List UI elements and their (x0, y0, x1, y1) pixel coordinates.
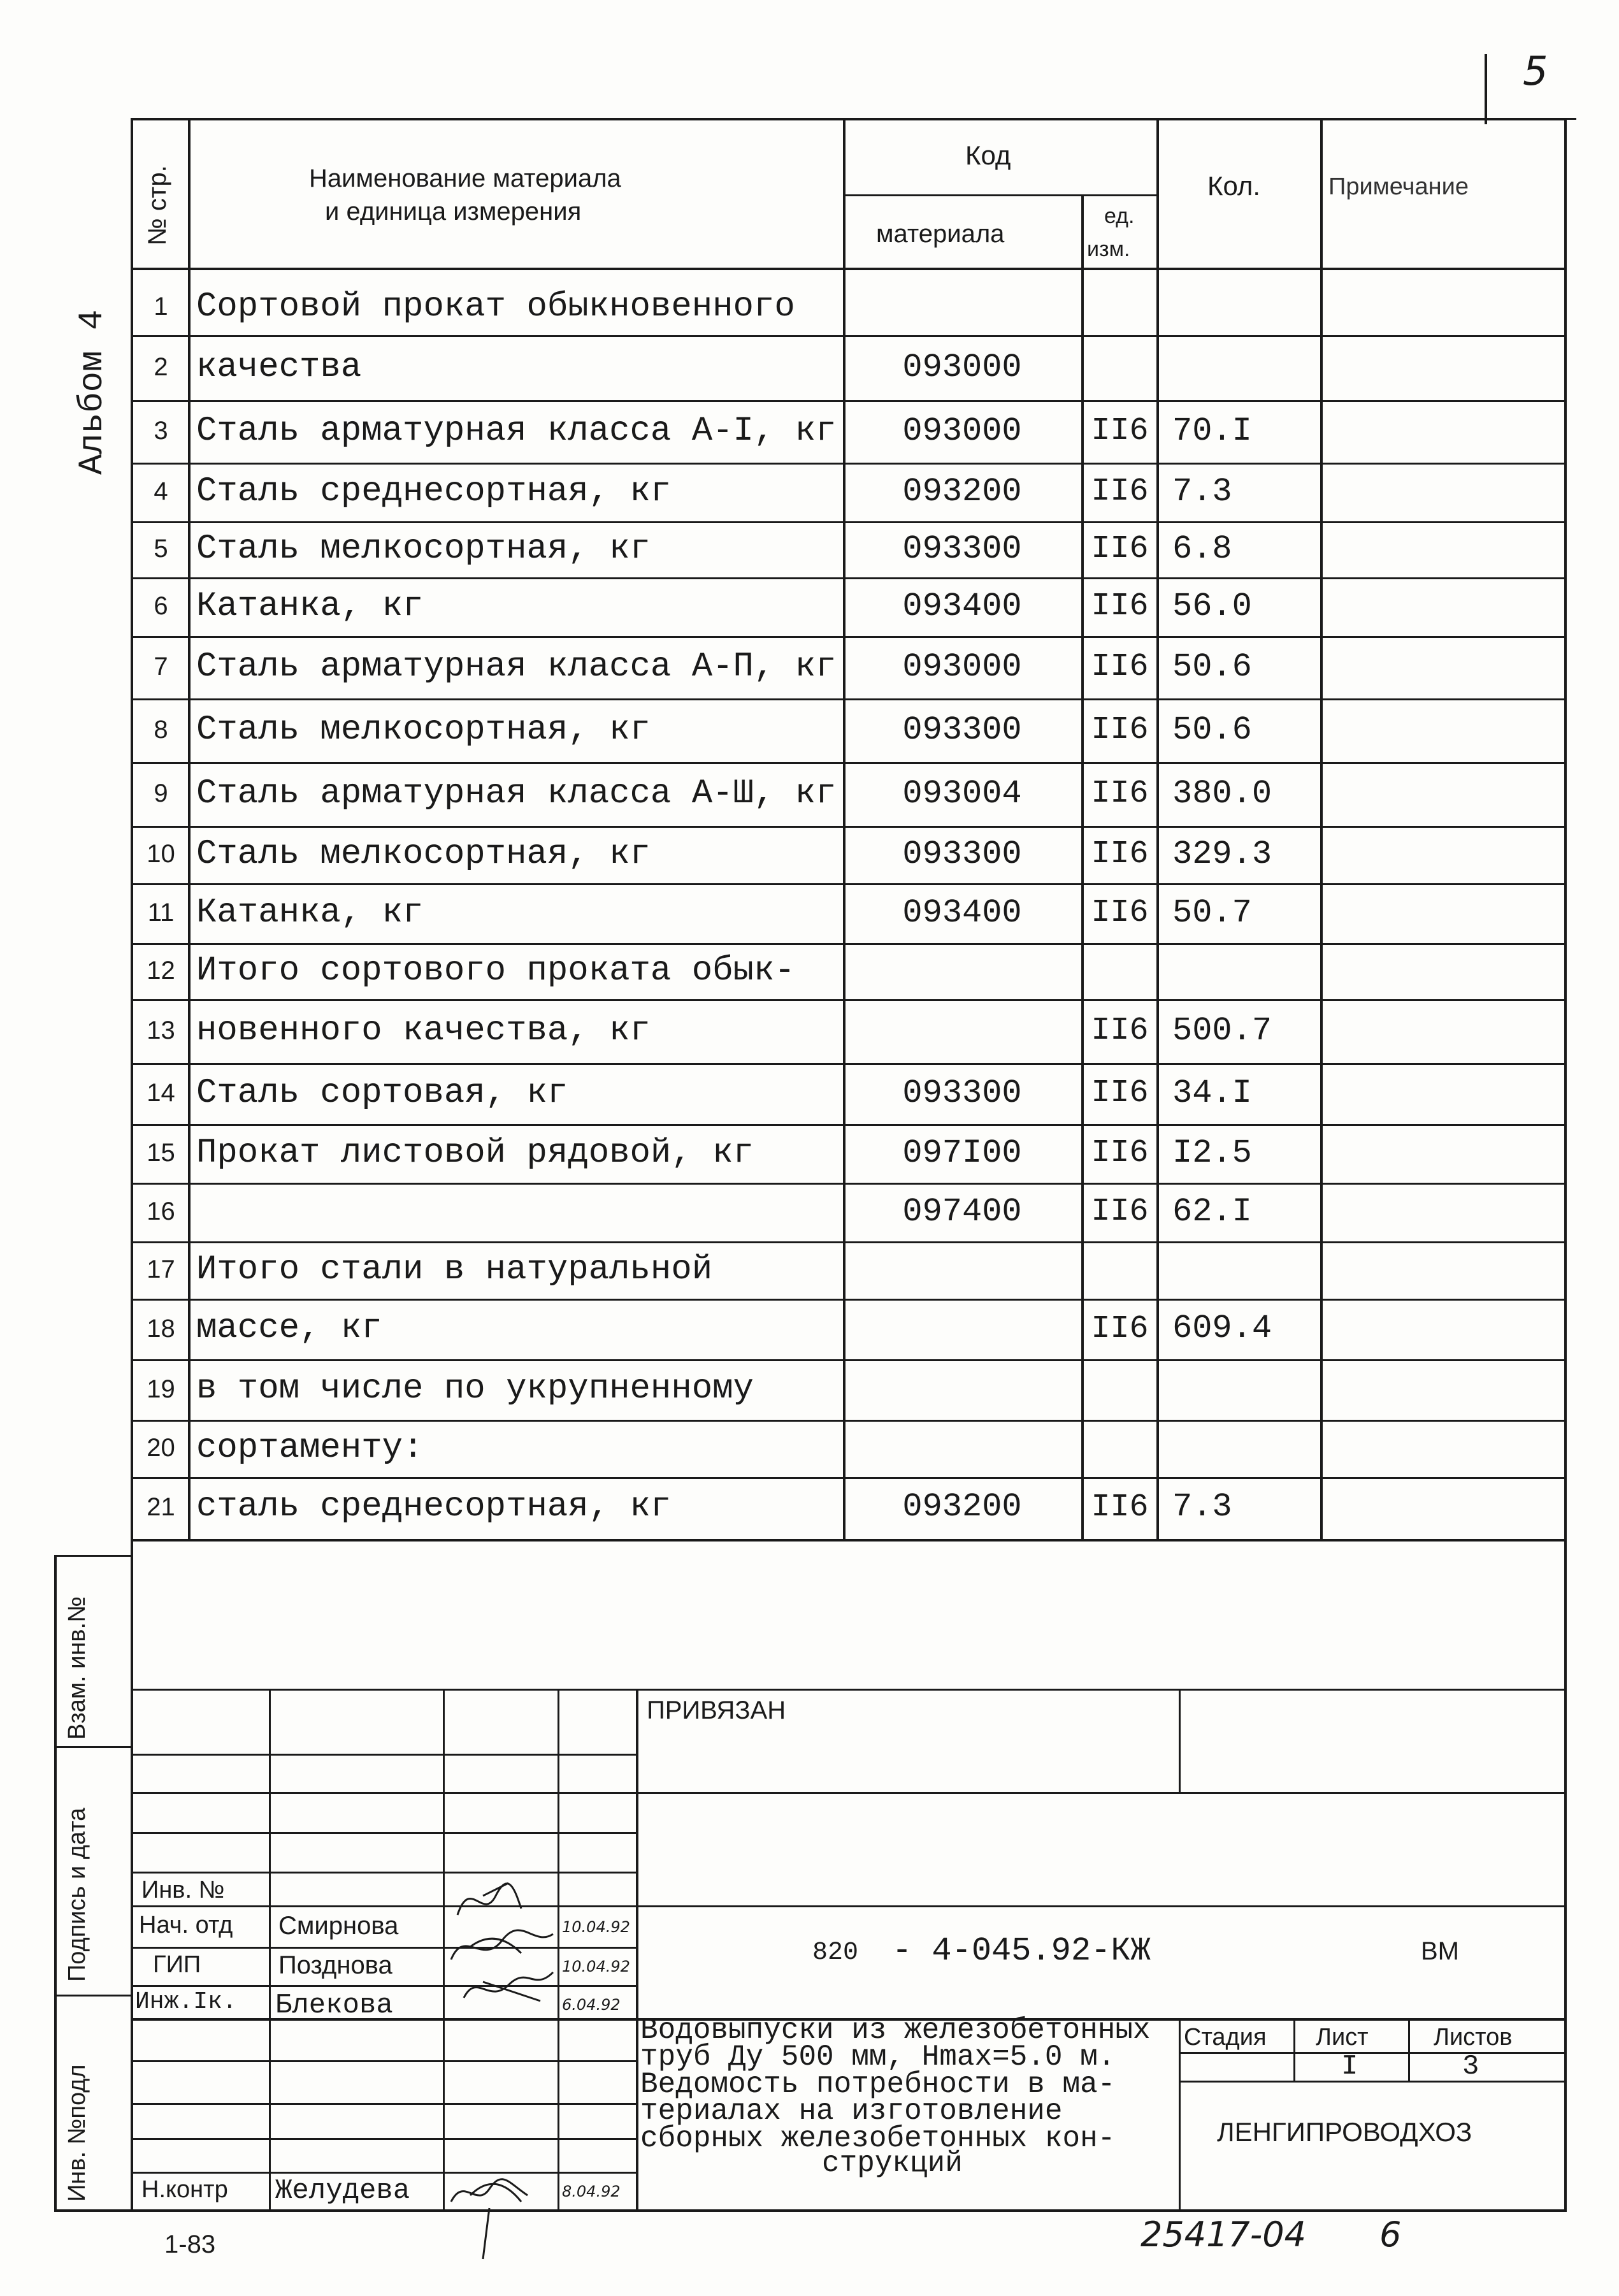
drawing-title-line: струкций (822, 2147, 963, 2180)
bottom-right-code: 25417-04 (1140, 2214, 1306, 2255)
stamp-inv-no: Инв. № (141, 1877, 225, 1903)
row-number: 2 (154, 353, 168, 382)
row-qty: 56.0 (1172, 587, 1252, 625)
row-code: 093200 (902, 1488, 1022, 1526)
row-number: 14 (147, 1079, 175, 1108)
row-number: 19 (147, 1375, 175, 1403)
row-qty: 70.I (1172, 412, 1252, 450)
row-code: 093400 (902, 893, 1022, 932)
row-unit: II6 (1091, 712, 1149, 748)
row-qty: 34.I (1172, 1074, 1252, 1112)
bottom-left-code: 1-83 (164, 2230, 216, 2258)
drawing-title-line: Ведомость потребности в ма- (640, 2068, 1116, 2101)
row-number: 13 (147, 1016, 175, 1045)
row-name: Катанка, кг (196, 893, 424, 932)
row-code: 093400 (902, 587, 1022, 625)
row-unit: II6 (1091, 588, 1149, 625)
row-name: Сталь арматурная класса А-П, кг (196, 647, 837, 686)
row-name: Итого сортового проката обык- (196, 951, 795, 990)
side-label-vzam-inv: Взам. инв.№ (64, 1596, 90, 1740)
row-qty: 50.6 (1172, 711, 1252, 749)
header-col-unit-line1: ед. (1104, 204, 1135, 228)
row-name: Сталь мелкосортная, кг (196, 529, 651, 568)
person-date-1: 10.04.92 (562, 1918, 630, 1936)
row-code: 093000 (902, 647, 1022, 686)
row-qty: 7.3 (1172, 1488, 1232, 1526)
doc-code: - 4-045.92-КЖ (892, 1932, 1151, 1970)
row-number: 3 (154, 417, 168, 445)
row-number: 10 (147, 840, 175, 869)
header-col-qty: Кол. (1207, 171, 1261, 201)
signature-zheludeva (445, 2163, 572, 2265)
person-date-2: 10.04.92 (562, 1958, 630, 1975)
row-number: 9 (154, 779, 168, 808)
row-code: 093000 (902, 412, 1022, 450)
row-code: 093300 (902, 530, 1022, 568)
side-label-inv-podl: Инв. №подл (64, 2064, 90, 2202)
sheets-label: Листов (1434, 2024, 1513, 2051)
row-name: Сталь мелкосортная, кг (196, 710, 651, 749)
sheets-value: 3 (1462, 2051, 1479, 2083)
header-col-unit-line2: изм. (1087, 237, 1130, 261)
row-name: в том числе по укрупненному (196, 1369, 754, 1409)
row-unit: II6 (1091, 473, 1149, 510)
person-role-1: Нач. отд (139, 1912, 233, 1939)
row-code: 093200 (902, 472, 1022, 510)
row-qty: 329.3 (1172, 835, 1272, 873)
row-name: Катанка, кг (196, 586, 424, 626)
row-unit: II6 (1091, 1075, 1149, 1111)
row-name: новенного качества, кг (196, 1011, 651, 1050)
row-code: 093000 (902, 348, 1022, 386)
person-date-4: 8.04.92 (562, 2183, 621, 2200)
person-role-4: Н.контр (141, 2176, 228, 2203)
doc-code-prefix: 820 (812, 1939, 859, 1967)
row-code: 093300 (902, 1074, 1022, 1112)
row-number: 18 (147, 1314, 175, 1343)
row-name: Сталь сортовая, кг (196, 1073, 568, 1113)
person-name-1: Смирнова (278, 1912, 399, 1940)
row-qty: 7.3 (1172, 472, 1232, 510)
row-name: Прокат листовой рядовой, кг (196, 1133, 754, 1173)
row-qty: 380.0 (1172, 774, 1272, 812)
stage-label: Стадия (1184, 2024, 1267, 2051)
header-col-note: Примечание (1328, 173, 1469, 200)
row-code: 093300 (902, 835, 1022, 873)
signatures-group (445, 1870, 649, 2023)
drawing-title-line: териалах на изготовление (640, 2095, 1063, 2128)
album-label: Альбом 4 (73, 309, 112, 475)
row-unit: II6 (1091, 1135, 1149, 1171)
bottom-right-sheet: 6 (1379, 2214, 1402, 2255)
row-code: 097400 (902, 1192, 1022, 1231)
doc-mark: ВМ (1421, 1937, 1459, 1965)
stamp-privyazan: ПРИВЯЗАН (647, 1696, 786, 1724)
row-name: Сталь арматурная класса А-I, кг (196, 411, 837, 451)
person-role-3: Инж.Iк. (135, 1988, 237, 2016)
row-name: массе, кг (196, 1309, 382, 1348)
row-unit: II6 (1091, 1310, 1149, 1347)
header-col-name-line1: Наименование материала (309, 164, 621, 192)
person-name-4: Желудева (275, 2175, 410, 2207)
row-unit: II6 (1091, 531, 1149, 567)
row-number: 8 (154, 716, 168, 744)
drawing-title-line: труб Ду 500 мм, Hmax=5.0 м. (640, 2040, 1116, 2074)
row-number: 12 (147, 957, 175, 985)
sheet-label: Лист (1316, 2024, 1369, 2051)
row-number: 21 (147, 1492, 175, 1521)
row-qty: I2.5 (1172, 1134, 1252, 1172)
row-qty: 609.4 (1172, 1310, 1272, 1348)
row-number: 1 (154, 292, 168, 321)
row-name: Сталь мелкосортная, кг (196, 834, 651, 874)
row-unit: II6 (1091, 649, 1149, 685)
row-code: 093300 (902, 711, 1022, 749)
side-label-podpis-data: Подпись и дата (64, 1807, 90, 1982)
signature-pozdnova (451, 1930, 553, 1960)
row-name: Сталь арматурная класса А-Ш, кг (196, 774, 837, 813)
row-unit: II6 (1091, 1013, 1149, 1049)
row-number: 20 (147, 1434, 175, 1462)
row-name: Сталь среднесортная, кг (196, 472, 672, 511)
row-number: 7 (154, 653, 168, 681)
drawing-title-line: сборных железобетонных кон- (640, 2122, 1116, 2155)
row-number: 17 (147, 1255, 175, 1284)
person-name-3: Блекова (275, 1989, 393, 2021)
header-col-no: № стр. (143, 165, 171, 245)
row-name: качества (196, 347, 362, 387)
row-unit: II6 (1091, 895, 1149, 931)
row-code: 097I00 (902, 1134, 1022, 1172)
person-date-3: 6.04.92 (562, 1996, 621, 2014)
row-qty: 62.I (1172, 1192, 1252, 1231)
page-number: 5 (1523, 48, 1548, 94)
row-number: 11 (147, 899, 175, 927)
row-qty: 6.8 (1172, 530, 1232, 568)
signature-smirnova (457, 1883, 521, 1915)
header-col-name-line2: и единица измерения (325, 198, 582, 226)
row-unit: II6 (1091, 1194, 1149, 1230)
row-name: Сортовой прокат обыкновенного (196, 287, 795, 326)
row-unit: II6 (1091, 1489, 1149, 1526)
drawing-title-line: Водовыпуски из железобетонных (640, 2014, 1151, 2047)
row-name: Итого стали в натуральной (196, 1250, 713, 1289)
person-name-2: Позднова (278, 1951, 392, 1979)
person-role-2: ГИП (153, 1951, 201, 1978)
row-number: 5 (154, 535, 168, 563)
row-number: 4 (154, 477, 168, 506)
row-name: сортаменту: (196, 1428, 424, 1468)
row-unit: II6 (1091, 413, 1149, 449)
sheet-value: I (1341, 2051, 1358, 2083)
row-number: 16 (147, 1197, 175, 1226)
row-qty: 50.6 (1172, 647, 1252, 686)
row-code: 093004 (902, 774, 1022, 812)
header-col-code: Код (965, 140, 1011, 170)
row-qty: 50.7 (1172, 893, 1252, 932)
row-qty: 500.7 (1172, 1011, 1272, 1050)
signature-blekova (464, 1972, 553, 2001)
row-unit: II6 (1091, 836, 1149, 872)
organization: ЛЕНГИПРОВОДХОЗ (1217, 2117, 1472, 2147)
row-number: 6 (154, 592, 168, 621)
row-unit: II6 (1091, 776, 1149, 812)
header-col-material: материала (876, 220, 1005, 248)
row-name: сталь среднесортная, кг (196, 1487, 672, 1527)
row-number: 15 (147, 1139, 175, 1167)
